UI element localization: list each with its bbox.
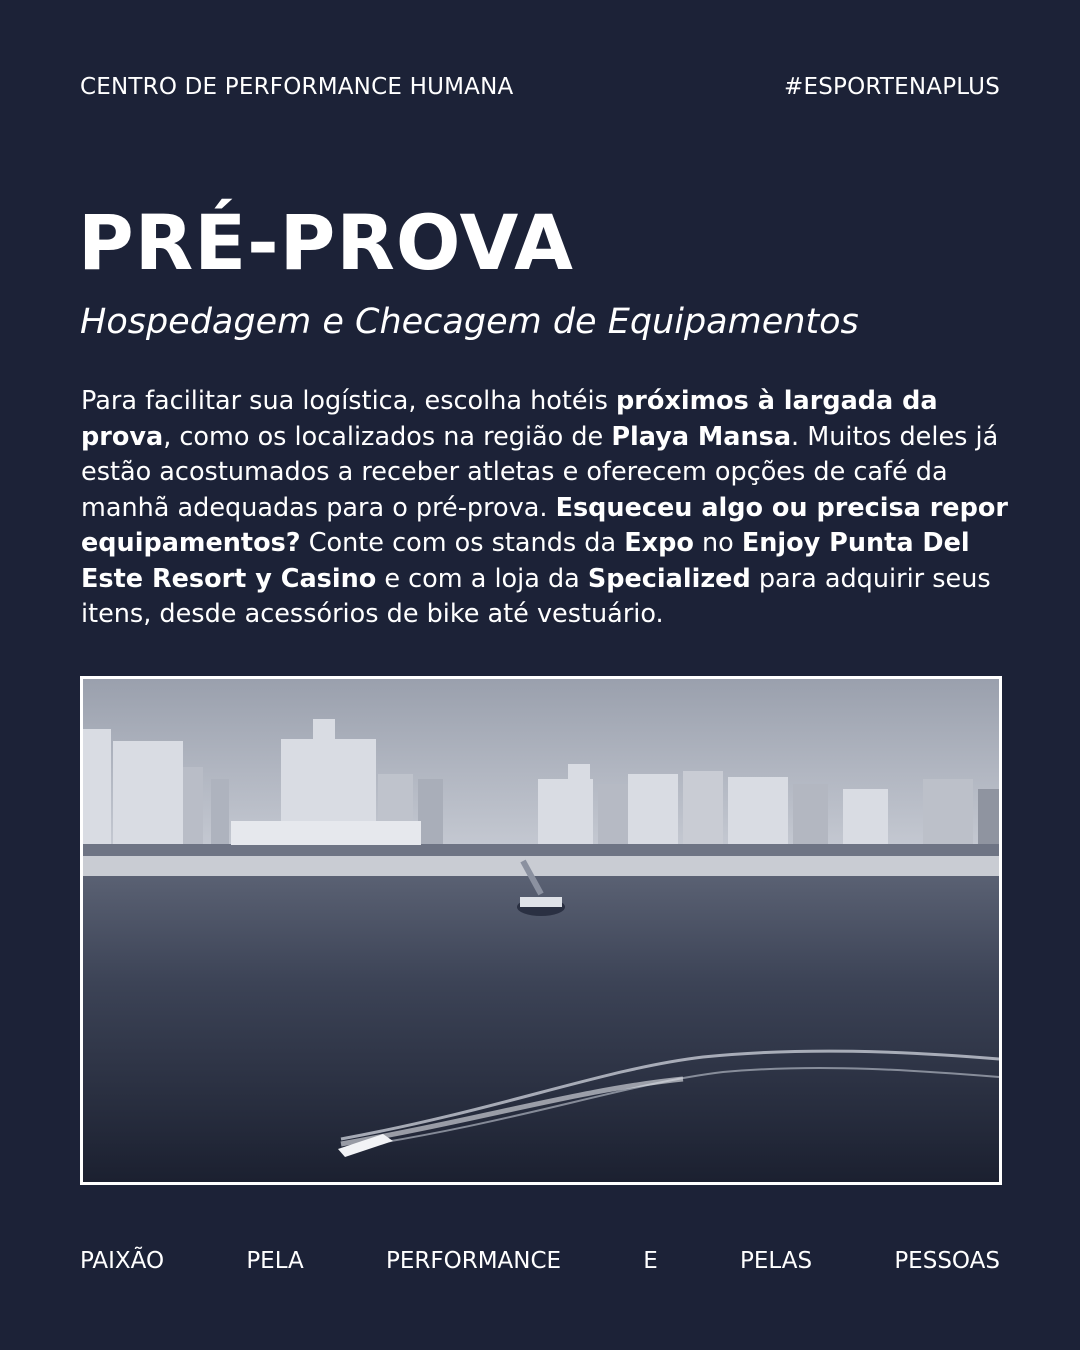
- slogan-word: PAIXÃO: [80, 1248, 165, 1274]
- slogan-word: PELAS: [740, 1248, 813, 1274]
- body-text-7: para adquirir seus itens, desde acessórios de bike até vestuário.: [81, 563, 991, 629]
- body-bold-4: Expo: [624, 528, 694, 558]
- body-text-6: e com a loja da: [376, 563, 588, 594]
- body-bold-5: Enjoy Punta Del Este Resort y Casino: [81, 528, 970, 594]
- slogan-word: E: [643, 1248, 658, 1274]
- org-name: CENTRO DE PERFORMANCE HUMANA: [80, 74, 514, 100]
- body-text-2: , como os localizados na região de: [163, 421, 612, 452]
- slogan-word: PERFORMANCE: [386, 1248, 562, 1274]
- body-text-3: . Muitos deles já estão acostumados a receber atletas e oferecem opções de café da manhã adequadas para o pré-prova.: [81, 421, 999, 523]
- body-bold-2: Playa Mansa: [611, 421, 792, 452]
- body-bold-3: Esqueceu algo ou precisa repor equipamentos?: [81, 492, 1008, 558]
- body-text-4: Conte com os stands da: [300, 528, 625, 558]
- body-text-5: no: [693, 528, 742, 558]
- body-paragraph: [81, 384, 1011, 633]
- body-text-1: Para facilitar sua logística, escolha hotéis: [81, 386, 617, 416]
- body-bold-1: próximos à largada da prova: [81, 386, 938, 452]
- hashtag: #ESPORTENAPLUS: [784, 74, 1000, 100]
- page-subtitle: Hospedagem e Checagem de Equipamentos: [80, 302, 859, 342]
- page-title: PRÉ-PROVA: [78, 198, 574, 287]
- coastline-photo: [80, 676, 1002, 1185]
- coastline-photo-illustration: [83, 679, 999, 1182]
- body-bold-6: Specialized: [587, 563, 751, 594]
- footer-slogan: [80, 1248, 1000, 1274]
- header-bar: [80, 74, 1000, 100]
- slogan-word: PELA: [246, 1248, 304, 1274]
- slogan-word: PESSOAS: [894, 1248, 1000, 1274]
